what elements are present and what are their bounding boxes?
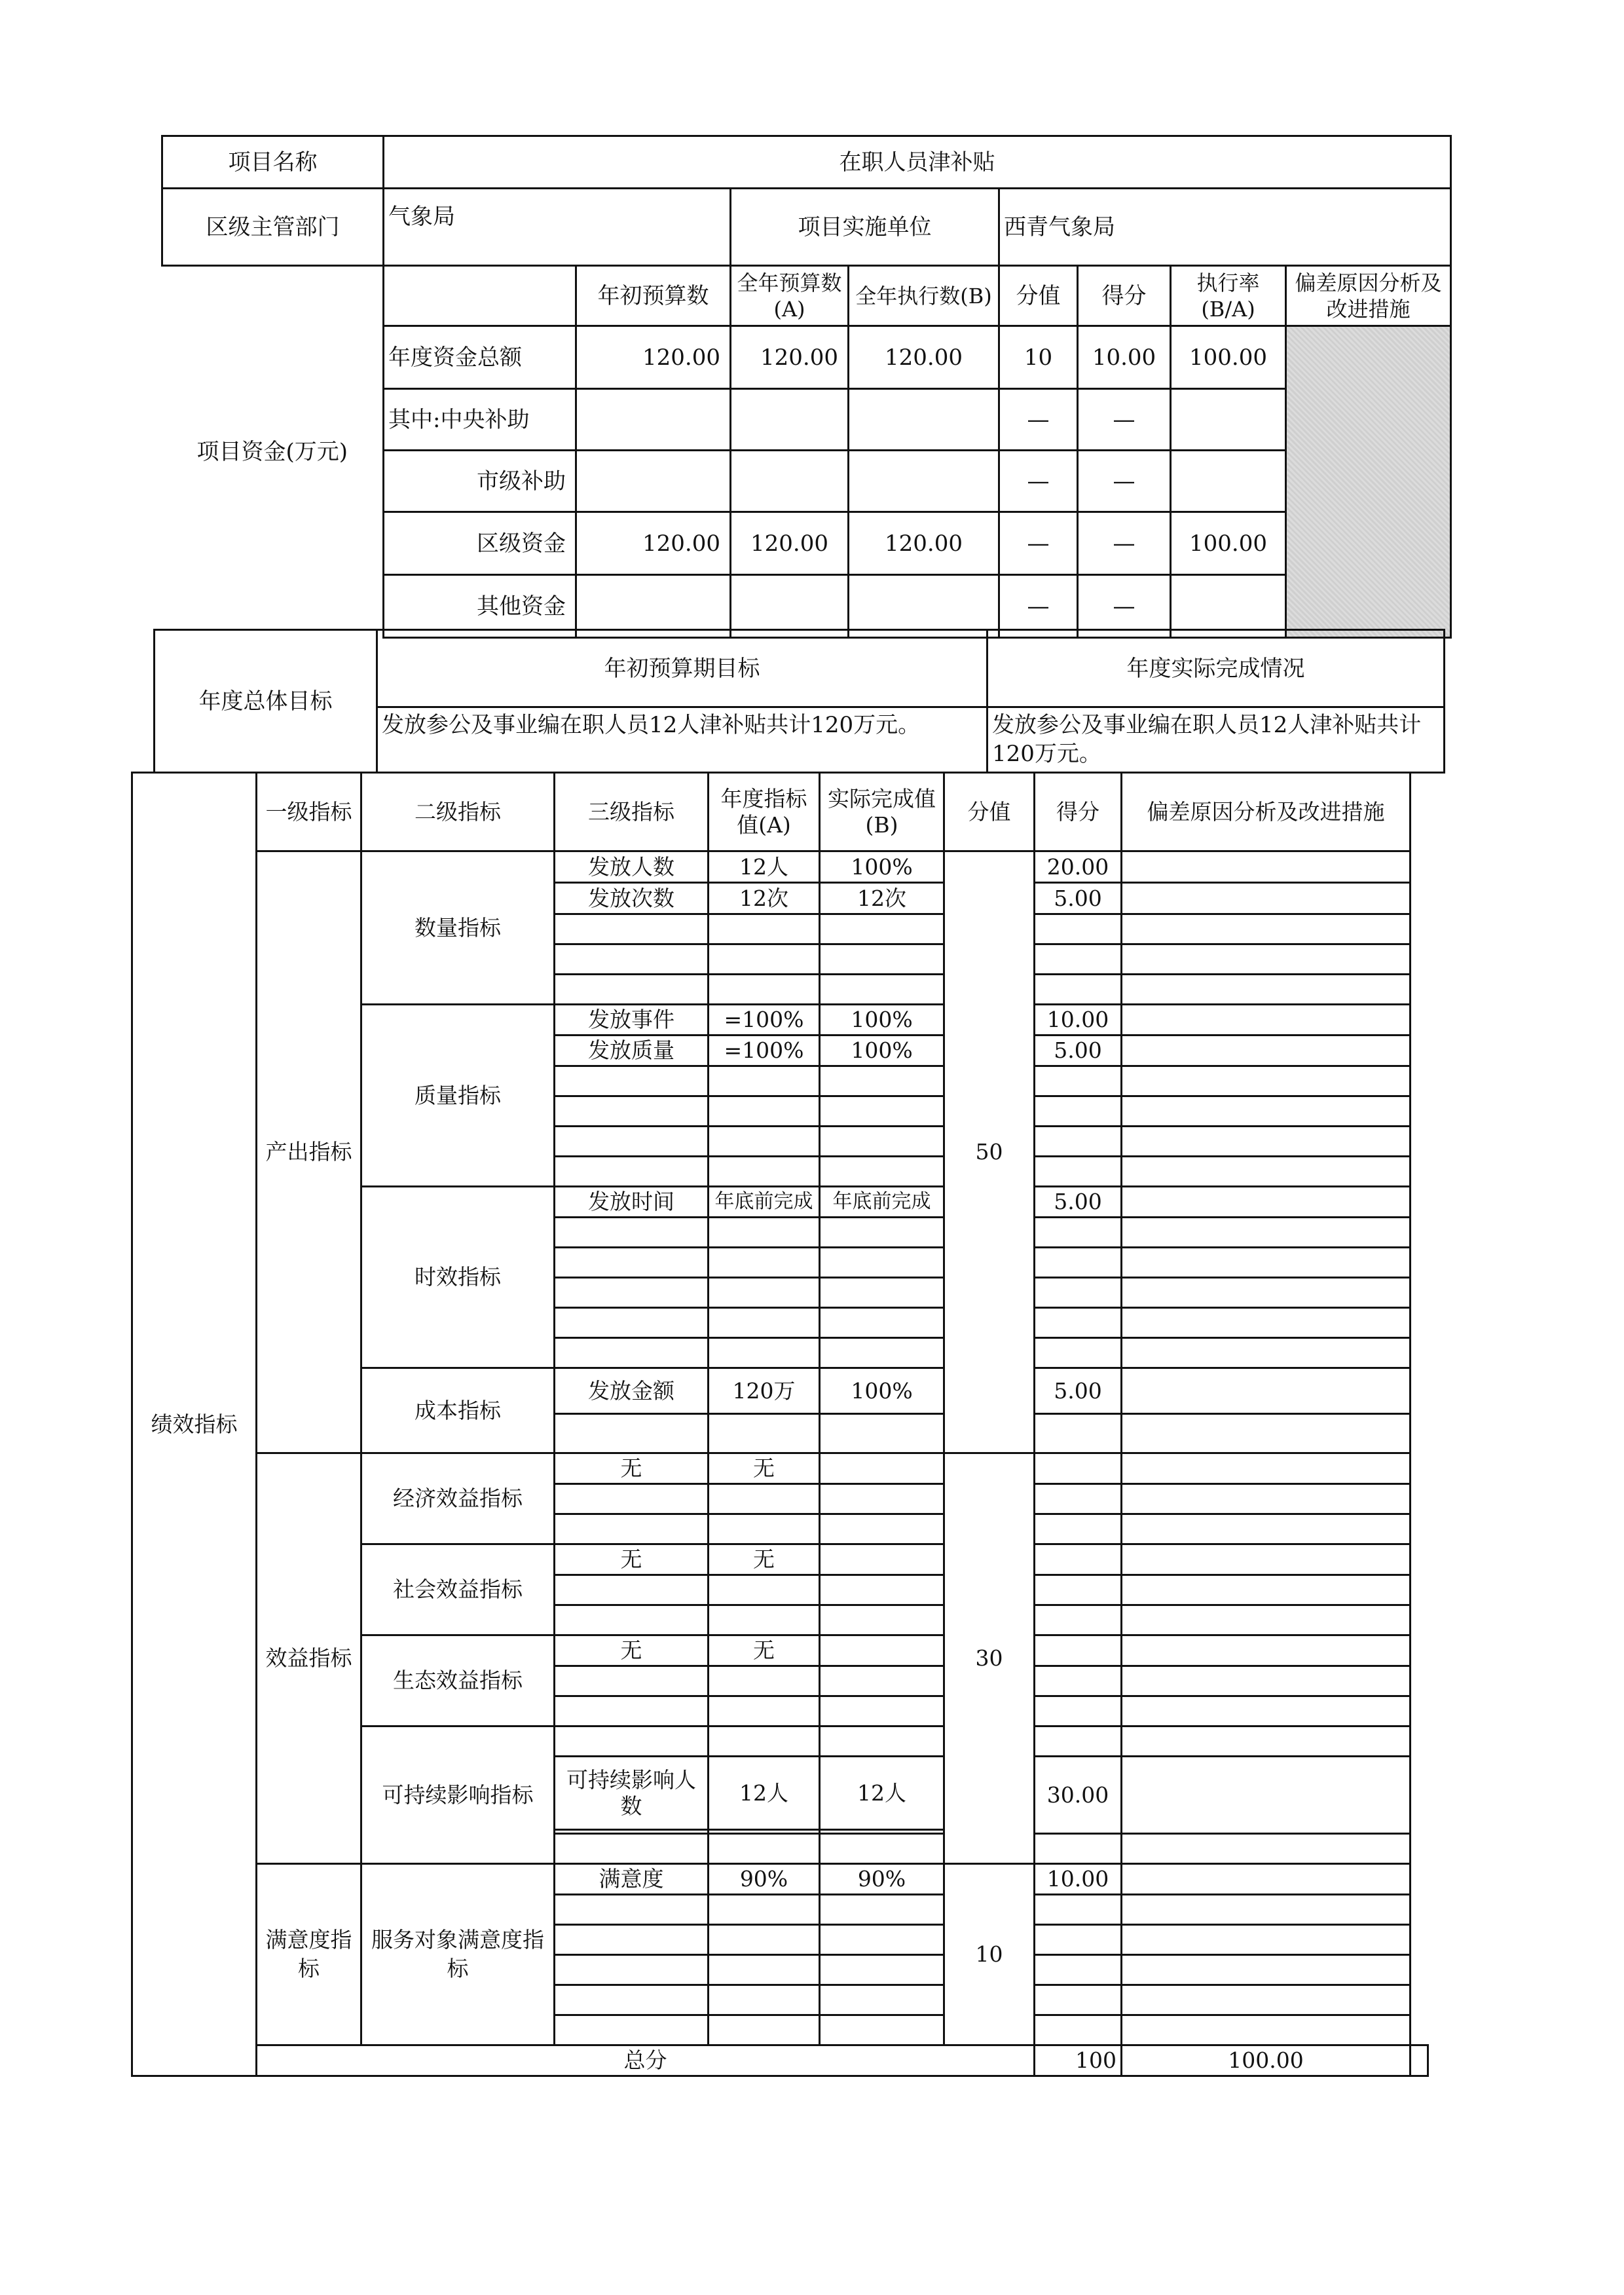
indicator-target: 无 [709, 1635, 820, 1666]
annual-goals-table [153, 629, 1445, 774]
funds-score-value: — [999, 389, 1078, 451]
empty-cell [709, 914, 820, 944]
funds-header-blank [384, 266, 576, 326]
funds-score-value: — [999, 451, 1078, 512]
empty-cell [709, 1414, 820, 1453]
empty-cell [1035, 1514, 1122, 1544]
funds-row-label: 区级资金 [384, 512, 576, 575]
empty-cell [820, 1157, 944, 1187]
funds-executed: 120.00 [849, 512, 999, 575]
empty-cell [1035, 944, 1122, 975]
output-label: 产出指标 [257, 851, 361, 1453]
header-target: 年度指标值(A) [709, 773, 820, 851]
empty-cell [1035, 1484, 1122, 1514]
empty-cell [820, 1218, 944, 1248]
empty-cell [1122, 1066, 1411, 1096]
empty-cell [709, 2015, 820, 2045]
indicator-actual: 90% [820, 1864, 944, 1895]
empty-cell [555, 1066, 709, 1096]
empty-cell [709, 1218, 820, 1248]
funds-header-executed: 全年执行数(B) [849, 266, 999, 326]
empty-cell [820, 1278, 944, 1308]
indicator-score: 10.00 [1035, 1864, 1122, 1895]
funds-score: — [1078, 512, 1171, 575]
indicator-name: 无 [555, 1453, 709, 1484]
empty-cell [1122, 1127, 1411, 1157]
empty-cell [820, 1127, 944, 1157]
funds-rate: 100.00 [1171, 326, 1286, 389]
empty-cell [820, 1338, 944, 1368]
sustainable-label: 可持续影响指标 [361, 1726, 555, 1864]
empty-cell [555, 1514, 709, 1544]
funds-initial [576, 389, 731, 451]
indicator-score: 5.00 [1035, 1036, 1122, 1066]
funds-header-initial: 年初预算数 [576, 266, 731, 326]
empty-cell [1122, 1278, 1411, 1308]
empty-cell [709, 1157, 820, 1187]
indicator-target: 12人 [709, 851, 820, 883]
empty-cell [555, 914, 709, 944]
empty-cell [820, 1895, 944, 1925]
empty-cell [1122, 1308, 1411, 1338]
total-analysis [1411, 2045, 1428, 2076]
empty-cell [820, 914, 944, 944]
funds-section-label: 项目资金(万元) [162, 266, 384, 638]
indicator-actual: 年底前完成 [820, 1187, 944, 1218]
empty-cell [709, 944, 820, 975]
cost-label: 成本指标 [361, 1368, 555, 1453]
indicator-name: 发放事件 [555, 1005, 709, 1036]
funds-score: — [1078, 451, 1171, 512]
funds-budget: 120.00 [731, 326, 849, 389]
empty-cell [1035, 1955, 1122, 1985]
empty-cell [1122, 975, 1411, 1005]
empty-cell [709, 975, 820, 1005]
empty-cell [1122, 1666, 1411, 1696]
empty-cell [1122, 1985, 1411, 2015]
empty-cell [709, 1666, 820, 1696]
header-level2: 二级指标 [361, 773, 555, 851]
economic-label: 经济效益指标 [361, 1453, 555, 1544]
empty-cell [1122, 1096, 1411, 1127]
empty-cell [709, 1925, 820, 1955]
indicator-target: 无 [709, 1453, 820, 1484]
empty-cell [1035, 1544, 1122, 1575]
indicator-target: 12人 [709, 1757, 820, 1830]
goals-section-label: 年度总体目标 [155, 630, 377, 773]
empty-cell [1122, 1157, 1411, 1187]
empty-cell [1122, 1605, 1411, 1635]
empty-cell [555, 1955, 709, 1985]
empty-cell [709, 1514, 820, 1544]
empty-cell [820, 1544, 944, 1575]
empty-cell [1035, 1726, 1122, 1757]
indicator-analysis [1122, 1757, 1411, 1834]
funds-initial: 120.00 [576, 512, 731, 575]
indicator-analysis [1122, 1187, 1411, 1218]
empty-cell [820, 1726, 944, 1757]
empty-cell [820, 1985, 944, 2015]
empty-cell [555, 1834, 709, 1864]
empty-cell [555, 1985, 709, 2015]
funds-analysis-shaded [1286, 326, 1451, 638]
empty-cell [1122, 1575, 1411, 1605]
empty-cell [820, 2015, 944, 2045]
empty-cell [1122, 1414, 1411, 1453]
empty-cell [820, 1575, 944, 1605]
indicator-actual: 100% [820, 1036, 944, 1066]
empty-cell [1035, 1453, 1122, 1484]
empty-cell [820, 1484, 944, 1514]
funds-executed: 120.00 [849, 326, 999, 389]
funds-budget [731, 451, 849, 512]
empty-cell [555, 1308, 709, 1338]
empty-cell [820, 944, 944, 975]
empty-cell [820, 1096, 944, 1127]
indicator-name: 可持续影响人数 [555, 1757, 709, 1830]
empty-cell [1035, 1696, 1122, 1726]
empty-cell [709, 1605, 820, 1635]
funds-budget: 120.00 [731, 512, 849, 575]
empty-cell [1122, 1514, 1411, 1544]
empty-cell [709, 1338, 820, 1368]
empty-cell [709, 1895, 820, 1925]
empty-cell [555, 1096, 709, 1127]
empty-cell [555, 1127, 709, 1157]
indicator-analysis [1122, 883, 1411, 914]
empty-cell [1035, 1605, 1122, 1635]
header-analysis: 偏差原因分析及改进措施 [1122, 773, 1411, 851]
unit-value: 西青气象局 [999, 189, 1451, 266]
empty-cell [555, 975, 709, 1005]
empty-cell [1035, 1248, 1122, 1278]
indicator-analysis [1122, 1036, 1411, 1066]
funds-score-value: — [999, 512, 1078, 575]
empty-cell [1035, 1575, 1122, 1605]
empty-cell [1035, 1666, 1122, 1696]
empty-cell [820, 1308, 944, 1338]
goals-actual-text: 发放参公及事业编在职人员12人津补贴共计120万元。 [987, 707, 1445, 773]
empty-cell [1035, 1278, 1122, 1308]
indicator-actual: 12次 [820, 883, 944, 914]
funds-score-value: 10 [999, 326, 1078, 389]
empty-cell [1035, 1925, 1122, 1955]
funds-score: 10.00 [1078, 326, 1171, 389]
empty-cell [555, 1925, 709, 1955]
indicator-analysis [1122, 1864, 1411, 1895]
output-score-value: 50 [944, 851, 1035, 1453]
empty-cell [820, 1414, 944, 1453]
empty-cell [1122, 1338, 1411, 1368]
empty-cell [555, 1895, 709, 1925]
funds-row-label: 年度资金总额 [384, 326, 576, 389]
empty-cell [820, 1666, 944, 1696]
funds-row-label: 其中:中央补助 [384, 389, 576, 451]
indicator-target: 无 [709, 1544, 820, 1575]
empty-cell [1122, 914, 1411, 944]
empty-cell [1035, 1985, 1122, 2015]
benefit-score-value: 30 [944, 1453, 1035, 1864]
empty-cell [820, 1453, 944, 1484]
funds-header-budget: 全年预算数(A) [731, 266, 849, 326]
empty-cell [1035, 1308, 1122, 1338]
header-level3: 三级指标 [555, 773, 709, 851]
empty-cell [1122, 1696, 1411, 1726]
indicator-target: =100% [709, 1036, 820, 1066]
funds-header-analysis: 偏差原因分析及改进措施 [1286, 266, 1451, 326]
empty-cell [1122, 1484, 1411, 1514]
empty-cell [709, 1696, 820, 1726]
header-score-value: 分值 [944, 773, 1035, 851]
goals-planned-header: 年初预算期目标 [377, 630, 987, 707]
empty-cell [555, 1414, 709, 1453]
indicator-name: 满意度 [555, 1864, 709, 1895]
performance-indicators-table [131, 772, 1429, 2077]
indicator-actual: 100% [820, 851, 944, 883]
empty-cell [820, 1696, 944, 1726]
empty-cell [555, 1726, 709, 1757]
indicator-score: 10.00 [1035, 1005, 1122, 1036]
empty-cell [1122, 1218, 1411, 1248]
funds-rate [1171, 451, 1286, 512]
empty-cell [709, 1308, 820, 1338]
indicator-name: 发放人数 [555, 851, 709, 883]
header-level1: 一级指标 [257, 773, 361, 851]
empty-cell [1035, 975, 1122, 1005]
empty-cell [709, 1096, 820, 1127]
empty-cell [820, 1066, 944, 1096]
funds-initial [576, 451, 731, 512]
satisfaction-label: 满意度指标 [257, 1864, 361, 2045]
funds-executed [849, 389, 999, 451]
empty-cell [820, 1605, 944, 1635]
indicator-analysis [1122, 1368, 1411, 1414]
unit-label: 项目实施单位 [731, 189, 999, 266]
funds-header-score: 得分 [1078, 266, 1171, 326]
empty-cell [1122, 1544, 1411, 1575]
indicator-name: 发放质量 [555, 1036, 709, 1066]
benefit-label: 效益指标 [257, 1453, 361, 1864]
empty-cell [1122, 2015, 1411, 2045]
empty-cell [1035, 2015, 1122, 2045]
empty-cell [709, 1484, 820, 1514]
funds-header-score-value: 分值 [999, 266, 1078, 326]
empty-cell [820, 1834, 944, 1864]
project-name-value: 在职人员津补贴 [384, 136, 1451, 189]
indicator-target: 年底前完成 [709, 1187, 820, 1218]
indicator-analysis [1122, 1005, 1411, 1036]
empty-cell [1122, 1726, 1411, 1757]
funds-executed [849, 451, 999, 512]
indicator-name: 发放时间 [555, 1187, 709, 1218]
empty-cell [1035, 914, 1122, 944]
empty-cell [555, 2015, 709, 2045]
funds-score: — [1078, 389, 1171, 451]
empty-cell [1122, 944, 1411, 975]
empty-cell [1122, 1635, 1411, 1666]
empty-cell [1035, 1218, 1122, 1248]
indicator-name: 发放金额 [555, 1368, 709, 1414]
total-label: 总分 [257, 2045, 1035, 2076]
empty-cell [709, 1985, 820, 2015]
indicator-analysis [1122, 851, 1411, 883]
funds-initial: 120.00 [576, 326, 731, 389]
empty-cell [1035, 1127, 1122, 1157]
empty-cell [555, 1696, 709, 1726]
satisfaction-score-value: 10 [944, 1864, 1035, 2045]
funds-row-label: 其他资金 [384, 575, 576, 638]
satisfaction-sub-label: 服务对象满意度指标 [361, 1864, 555, 2045]
goals-actual-header: 年度实际完成情况 [987, 630, 1445, 707]
empty-cell [709, 1066, 820, 1096]
empty-cell [555, 1605, 709, 1635]
empty-cell [1122, 1925, 1411, 1955]
empty-cell [555, 1666, 709, 1696]
funds-rate: 100.00 [1171, 512, 1286, 575]
indicator-target: =100% [709, 1005, 820, 1036]
empty-cell [1035, 1066, 1122, 1096]
empty-cell [1122, 1834, 1411, 1864]
empty-cell [820, 1955, 944, 1985]
empty-cell [1122, 1955, 1411, 1985]
indicator-score: 5.00 [1035, 1187, 1122, 1218]
indicator-score: 30.00 [1035, 1757, 1122, 1834]
indicator-name: 无 [555, 1635, 709, 1666]
indicator-actual: 100% [820, 1368, 944, 1414]
project-funds-table [161, 135, 1452, 639]
empty-cell [1035, 1414, 1122, 1453]
empty-cell [1035, 1338, 1122, 1368]
empty-cell [1035, 1157, 1122, 1187]
empty-cell [709, 1278, 820, 1308]
empty-cell [820, 1635, 944, 1666]
empty-cell [555, 1575, 709, 1605]
empty-cell [820, 1514, 944, 1544]
empty-cell [820, 975, 944, 1005]
indicator-target: 12次 [709, 883, 820, 914]
funds-rate [1171, 389, 1286, 451]
empty-cell [555, 1218, 709, 1248]
dept-value: 气象局 [384, 189, 731, 266]
empty-cell [709, 1834, 820, 1864]
empty-cell [555, 1278, 709, 1308]
timeliness-label: 时效指标 [361, 1187, 555, 1368]
indicator-actual: 12人 [820, 1757, 944, 1830]
empty-cell [709, 1726, 820, 1757]
dept-label: 区级主管部门 [162, 189, 384, 266]
empty-cell [709, 1955, 820, 1985]
quality-label: 质量指标 [361, 1005, 555, 1187]
total-score-value: 100 [1035, 2045, 1122, 2076]
empty-cell [555, 1338, 709, 1368]
funds-row-label: 市级补助 [384, 451, 576, 512]
indicator-score: 20.00 [1035, 851, 1122, 883]
social-label: 社会效益指标 [361, 1544, 555, 1635]
empty-cell [820, 1248, 944, 1278]
empty-cell [1035, 1096, 1122, 1127]
project-name-label: 项目名称 [162, 136, 384, 189]
funds-header-rate: 执行率(B/A) [1171, 266, 1286, 326]
header-score: 得分 [1035, 773, 1122, 851]
indicator-name: 发放次数 [555, 883, 709, 914]
empty-cell [555, 1248, 709, 1278]
empty-cell [555, 944, 709, 975]
indicator-target: 90% [709, 1864, 820, 1895]
empty-cell [555, 1484, 709, 1514]
empty-cell [709, 1127, 820, 1157]
funds-budget [731, 389, 849, 451]
indicator-score: 5.00 [1035, 1368, 1122, 1414]
empty-cell [555, 1157, 709, 1187]
indicator-target: 120万 [709, 1368, 820, 1414]
empty-cell [1122, 1453, 1411, 1484]
header-actual: 实际完成值(B) [820, 773, 944, 851]
indicator-actual: 100% [820, 1005, 944, 1036]
empty-cell [709, 1248, 820, 1278]
empty-cell [1035, 1895, 1122, 1925]
total-score: 100.00 [1122, 2045, 1411, 2076]
indicators-section-label: 绩效指标 [132, 773, 257, 2076]
empty-cell [709, 1575, 820, 1605]
quantity-label: 数量指标 [361, 851, 555, 1005]
funds-score: — [1078, 575, 1171, 638]
goals-planned-text: 发放参公及事业编在职人员12人津补贴共计120万元。 [377, 707, 987, 773]
ecological-label: 生态效益指标 [361, 1635, 555, 1726]
indicator-score: 5.00 [1035, 883, 1122, 914]
funds-score-value: — [999, 575, 1078, 638]
empty-cell [1122, 1895, 1411, 1925]
empty-cell [1035, 1834, 1122, 1864]
empty-cell [1122, 1248, 1411, 1278]
empty-cell [1035, 1635, 1122, 1666]
empty-cell [820, 1925, 944, 1955]
indicator-name: 无 [555, 1544, 709, 1575]
